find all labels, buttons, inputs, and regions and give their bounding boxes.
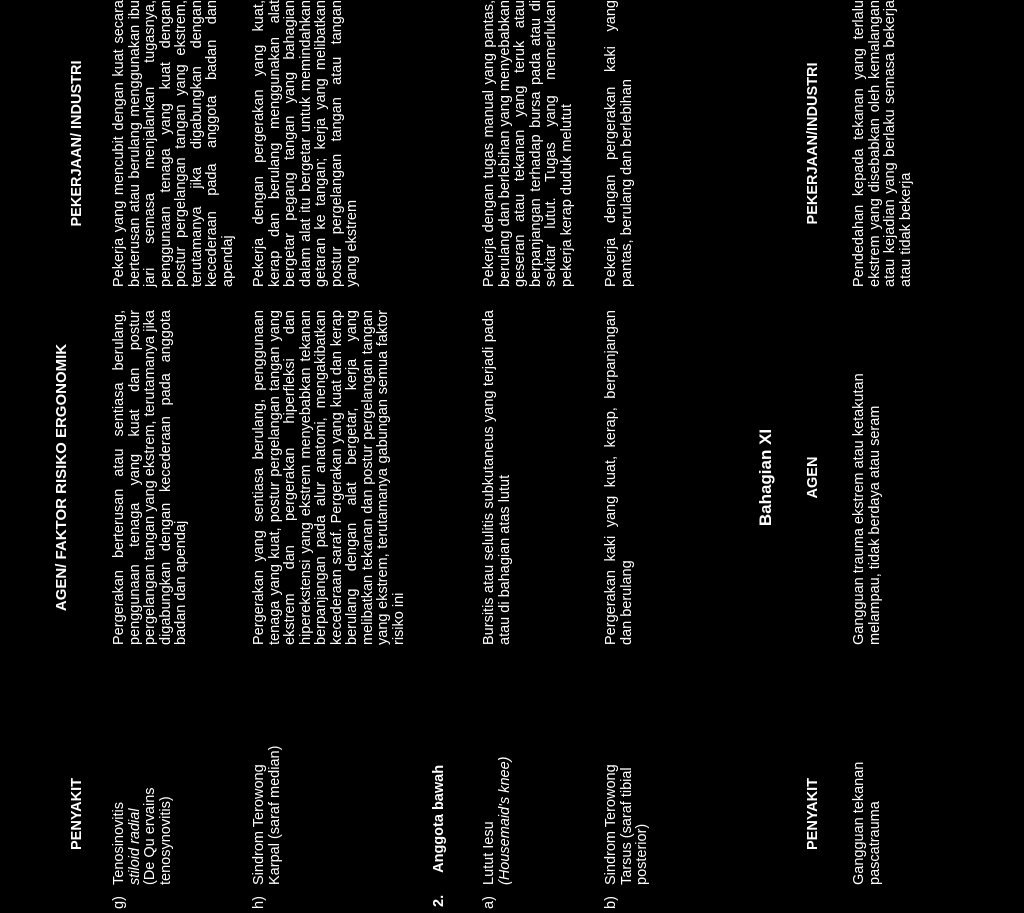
- disease-cell-b: [603, 729, 651, 909]
- header2-penyakit: PENYAKIT: [805, 778, 821, 850]
- header-penyakit: PENYAKIT: [69, 778, 85, 850]
- section-heading: [432, 765, 448, 907]
- occupation-cell-trauma: Pendedahan kepada tekanan yang terlalu ekstrem yang disebabkan oleh kemalangan atau kejadian yang berlaku semasa bekerja atau tidak bekerja: [851, 0, 914, 287]
- agent-cell-a: Bursitis atau selulitis subkutaneus yang terjadi pada atau di bahagian atas lutut: [481, 310, 513, 645]
- disease-title-g-4: tenosynovitis): [157, 796, 174, 885]
- row-label-g: g): [111, 896, 127, 909]
- disease-cell-trauma: [852, 729, 883, 899]
- disease-title-g-3: (De Qu ervains: [142, 787, 158, 885]
- disease-title-a-1: Lutut Iesu: [481, 821, 497, 885]
- header2-pekerjaan: PEKERJAAN/INDUSTRI: [805, 62, 821, 225]
- section-title: Anggota bawah: [431, 764, 447, 873]
- disease-cell-g: [111, 729, 174, 909]
- occupation-cell-b: Pekerja dengan pergerakan kaki yang pantas, berulang dan berlebihan: [603, 0, 635, 287]
- occupation-cell-a: Pekerja dengan tugas manual yang pantas, berulang dan berlebihan yang menyebabkan geseran atau tekanan yang teruk atau berpanjangan terhadap bursa pada atau di sekitar lutut. Tugas yang memerlukan pekerja kerap duduk melutut: [481, 0, 575, 287]
- occupation-cell-h: Pekerja dengan pergerakan yang kuat, kerap dan berulang menggunakan alat bergetar pegang tangan yang bahagian dalam alat itu bergetar untuk memindahkan getaran ke tangan; kerja yang melibatkan postur pergelangan tangan atau tangan yang ekstrem: [251, 0, 360, 287]
- disease-title-b-2: Tarsus (saraf tibial: [618, 767, 635, 885]
- disease-title-h-1: Sindrom Terowong: [251, 764, 267, 885]
- disease-title-g-2: stiloid radial: [126, 808, 143, 885]
- disease-title-trauma-1: Gangguan tekanan: [851, 761, 867, 885]
- disease-cell-h: [251, 729, 283, 909]
- row-label-h: h): [251, 896, 267, 909]
- section-number: 2.: [431, 894, 447, 907]
- disease-title-g-1: Tenosinovitis: [111, 801, 127, 885]
- part-title: Bahagian XI: [756, 428, 775, 527]
- header2-agen: AGEN: [805, 456, 821, 499]
- row-label-a: a): [481, 896, 497, 909]
- disease-title-b-1: Sindrom Terowong: [603, 764, 619, 885]
- header-agen: AGEN/ FAKTOR RISIKO ERGONOMIK: [53, 343, 70, 612]
- disease-title-trauma-2: pascatrauma: [866, 801, 883, 885]
- agent-cell-b: Pergerakan kaki yang kuat, kerap, berpanjangan dan berulang: [603, 310, 635, 645]
- disease-title-b-3: posterior): [634, 823, 650, 885]
- disease-title-h-2: Karpal (saraf median): [266, 745, 283, 885]
- agent-cell-trauma: Gangguan trauma ekstrem atau ketakutan melampau, tidak berdaya atau seram: [851, 373, 883, 645]
- header-pekerjaan: PEKERJAAN/ INDUSTRI: [69, 60, 85, 227]
- disease-cell-a: [481, 729, 513, 909]
- disease-title-a-2: (Housemaid's knee): [496, 756, 513, 885]
- row-label-b: b): [603, 896, 619, 909]
- agent-cell-g: Pergerakan berterusan atau sentiasa berulang, penggunaan tenaga yang kuat dan postur pergelangan tangan yang ekstrem, terutamanya jika digabungkan dengan kecederaan pada anggota badan dan apendaj: [111, 310, 189, 645]
- occupation-cell-g: Pekerja yang mencubit dengan kuat secara berterusan atau berulang menggunakan ibu jari semasa menjalankan tugasnya, penggunaan tenaga yang kuat dengan postur pergelangan tangan yang ekstrem, terutamanya jika digabungkan dengan kecederaan pada anggota badan dan apendaj: [111, 0, 236, 287]
- agent-cell-h: Pergerakan yang sentiasa berulang, penggunaan tenaga yang kuat, postur pergelangan tangan yang ekstrem dan pergerakan hiperfleksi dan hiperekstensi yang ekstrem menyebabkan tekanan berpanjangan pada alur anatomi, mengakibatkan kecederaan saraf. Pergerakan yang kuat dan kerap berulang dengan alat bergetar, kerja yang melibatkan tekanan dan postur pergelangan tangan yang ekstrem, terutamanya gabungan semua faktor risiko ini: [251, 310, 407, 645]
